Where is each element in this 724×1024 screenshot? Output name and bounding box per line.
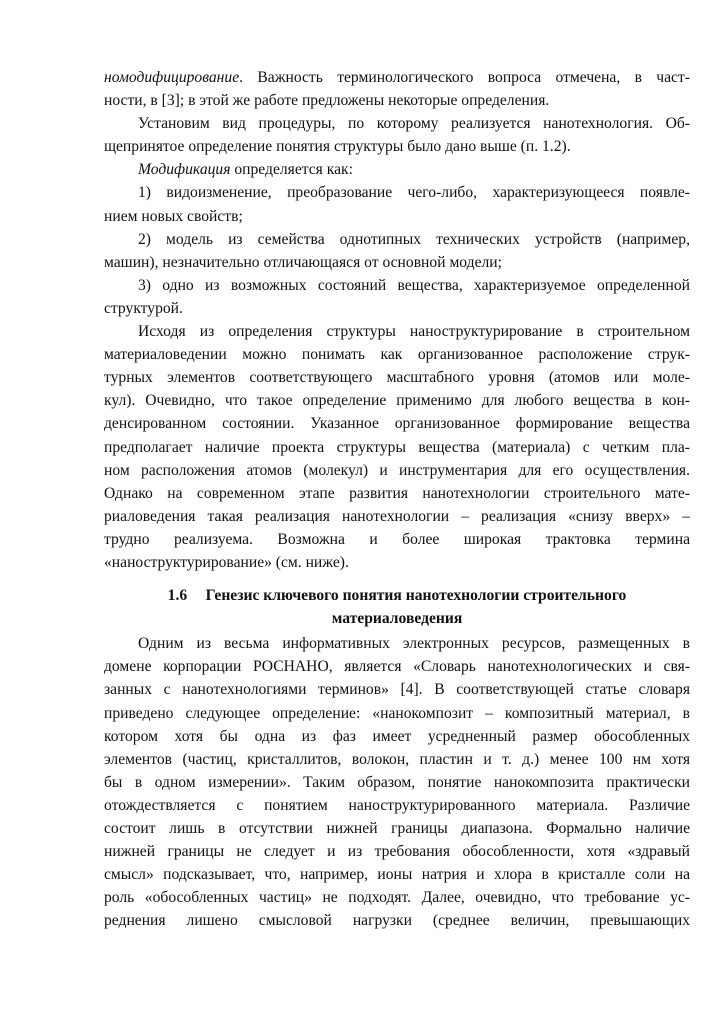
text-line	[104, 320, 690, 343]
text-line	[104, 702, 690, 725]
text-line	[104, 274, 690, 297]
section-heading-line-1	[104, 584, 690, 607]
text-line	[104, 158, 690, 181]
text-line	[104, 436, 690, 459]
text-run: приведено следующее определение: «нанокомпозит – композитный материал, в	[104, 704, 690, 722]
text-run: риаловедения такая реализация нанотехнологии – реализация «снизу вверх» –	[104, 507, 690, 525]
text-line	[104, 366, 690, 389]
text-line	[104, 297, 690, 320]
text-run: турных элементов соответствующего масштабного уровня (атомов или моле-	[104, 369, 690, 387]
text-line	[104, 343, 690, 366]
text-run: отождествляется с понятием наноструктурированного материала. Различие	[104, 796, 690, 814]
paragraph	[104, 320, 690, 574]
paragraph	[104, 228, 690, 274]
text-run: Установим вид процедуры, по которому реализуется нанотехнология. Об-	[138, 115, 690, 133]
section-title-part-2: материаловедения	[331, 610, 463, 628]
text-line	[104, 863, 690, 886]
text-line	[104, 551, 690, 574]
text-line	[104, 66, 690, 89]
italic-term: Модификация	[138, 161, 231, 179]
document-page	[104, 66, 690, 932]
body-text-top	[104, 66, 690, 574]
text-run: кул). Очевидно, что такое определение применимо для любого вещества в кон-	[104, 392, 690, 410]
text-run: денсированном состоянии. Указанное организованное формирование вещества	[104, 415, 690, 433]
text-run: . Важность терминологического вопроса отмечена, в част-	[239, 69, 690, 86]
text-line	[104, 205, 690, 228]
text-line	[104, 181, 690, 204]
text-line	[104, 840, 690, 863]
section-title-part-1: Генезис ключевого понятия нанотехнологии строительного	[205, 587, 627, 605]
paragraph	[104, 112, 690, 158]
body-text-bottom	[104, 632, 690, 932]
text-line	[104, 771, 690, 794]
text-run: структурой.	[104, 299, 183, 317]
paragraph	[104, 66, 690, 112]
text-line	[104, 632, 690, 655]
text-run: элементов (частиц, кристаллитов, волокон, пластин и т. д.) менее 100 нм хотя	[104, 750, 690, 768]
paragraph	[104, 632, 690, 932]
text-line	[104, 251, 690, 274]
text-line	[104, 482, 690, 505]
text-run: реднения лишено смысловой нагрузки (среднее величин, превышающих	[104, 912, 690, 930]
section-heading	[104, 584, 690, 630]
text-run: нижней границы не следует и из требования обособленности, хотя «здравый	[104, 843, 690, 861]
text-run: Однако на современном этапе развития нанотехнологии строительного мате-	[104, 484, 690, 502]
text-run: щепринятое определение понятия структуры было дано выше (п. 1.2).	[104, 138, 571, 156]
text-line	[104, 817, 690, 840]
text-run: предполагает наличие проекта структуры вещества (материала) с четким пла-	[104, 438, 690, 456]
text-line	[104, 412, 690, 435]
text-run: 2) модель из семейства однотипных технических устройств (например,	[138, 230, 690, 248]
text-run: роль «обособленных частиц» не подходят. Далее, очевидно, что требование ус-	[104, 889, 690, 907]
text-line	[104, 228, 690, 251]
paragraph	[104, 181, 690, 227]
text-run: Исходя из определения структуры наноструктурирование в строительном	[138, 323, 690, 341]
text-run: трудно реализуема. Возможна и более широкая трактовка термина	[104, 530, 690, 548]
text-run: Одним из весьма информативных электронных ресурсов, размещенных в	[138, 635, 690, 653]
paragraph	[104, 158, 690, 181]
text-line	[104, 886, 690, 909]
text-run: домене корпорации РОСНАНО, является «Словарь нанотехнологических и свя-	[104, 658, 690, 676]
text-run: нием новых свойств;	[104, 207, 243, 225]
text-run: ном расположения атомов (молекул) и инструментария для его осуществления.	[104, 461, 690, 479]
text-line	[104, 794, 690, 817]
italic-term: номодифицирование	[104, 69, 240, 86]
text-run: «наноструктурирование» (см. ниже).	[104, 553, 349, 571]
text-run: ности, в [3]; в этой же работе предложены некоторые определения.	[104, 92, 550, 110]
text-run: определяется как:	[230, 161, 353, 179]
text-run: 1) видоизменение, преобразование чего-либо, характеризующееся появле-	[138, 184, 690, 202]
text-line	[104, 678, 690, 701]
text-run: котором хотя бы одна из фаз имеет усредненный размер обособленных	[104, 727, 690, 745]
text-line	[104, 528, 690, 551]
text-run: 3) одно из возможных состояний вещества, характеризуемое определенной	[138, 276, 690, 294]
text-run: машин), незначительно отличающаяся от основной модели;	[104, 253, 502, 271]
text-run: материаловедении можно понимать как организованное расположение струк-	[104, 346, 690, 364]
text-line	[104, 459, 690, 482]
text-run: смысл» подсказывает, что, например, ионы натрия и хлора в кристалле соли на	[104, 866, 690, 884]
text-run: состоит лишь в отсутствии нижней границы диапазона. Формально наличие	[104, 820, 690, 837]
text-line	[104, 505, 690, 528]
text-line	[104, 655, 690, 678]
text-line	[104, 389, 690, 412]
text-run: бы в одном измерении». Таким образом, понятие нанокомпозита практически	[104, 773, 690, 791]
text-line	[104, 725, 690, 748]
text-run: занных с нанотехнологиями терминов» [4]. В соответствующей статье словаря	[104, 681, 690, 699]
text-line	[104, 135, 690, 158]
section-number: 1.6	[167, 587, 188, 605]
text-line	[104, 89, 690, 112]
text-line	[104, 909, 690, 932]
text-line	[104, 112, 690, 135]
text-line	[104, 748, 690, 771]
paragraph	[104, 274, 690, 320]
